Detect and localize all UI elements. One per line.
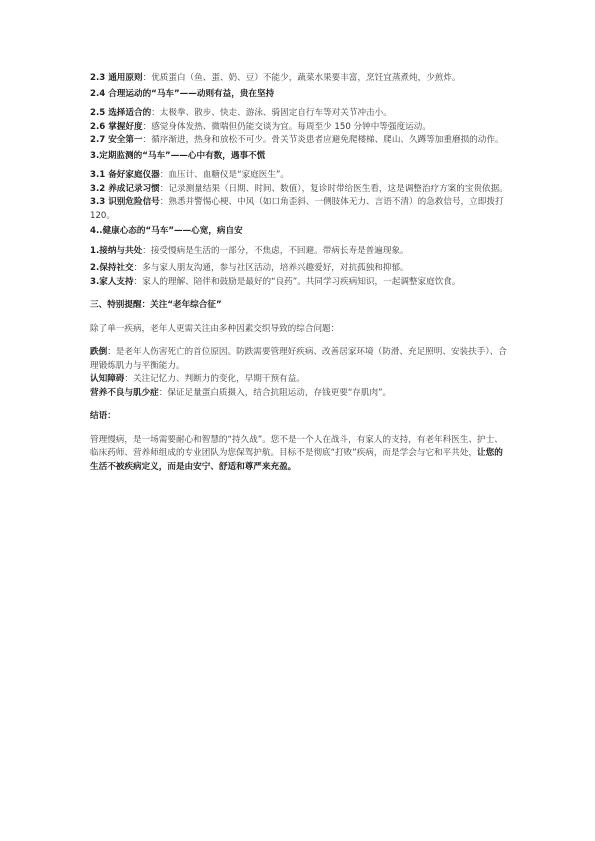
paragraph-text: 管理慢病，是一场需要耐心和智慧的“持久战”。您不是一个人在战斗，有家人的支持，有老年科医生、护士、临床药师、营养师组成的专业团队为您保驾护航。目标不是彻底“打败”疾病，而是学会与它和平共处， bbox=[90, 434, 503, 458]
paragraph-text: ：多与家人朋友沟通，参与社区活动，培养兴趣爱好，对抗孤独和抑郁。 bbox=[133, 263, 409, 273]
paragraph-lead: 3.2 养成记录习惯 bbox=[90, 183, 160, 194]
heading-4: 4..健康心态的“马车”——心宽，病自安 bbox=[90, 226, 243, 236]
section-heading-conclusion: 结语： bbox=[90, 411, 116, 421]
paragraph-text: ：家人的理解、陪伴和鼓励是最好的“良药”。共同学习疾病知识，一起调整家庭饮食。 bbox=[133, 276, 461, 287]
paragraph-lead: 认知障碍 bbox=[90, 374, 125, 384]
document-body bbox=[90, 72, 508, 474]
heading-2-4: 2.4 合理运动的“马车”——动则有益，贵在坚持 bbox=[90, 88, 275, 99]
paragraph-2-5 bbox=[90, 107, 508, 121]
paragraph-falls bbox=[90, 346, 508, 373]
paragraph-conclusion bbox=[90, 434, 508, 475]
paragraph-text: ：接受慢病是生活的一部分，不焦虑，不回避。带病长寿是普遍现象。 bbox=[142, 245, 409, 256]
paragraph-2-6 bbox=[90, 121, 508, 135]
paragraph-4-3 bbox=[90, 276, 508, 290]
paragraph-3-3 bbox=[90, 196, 508, 223]
paragraph-lead: 1.接纳与共处 bbox=[90, 245, 143, 256]
paragraph-lead: 营养不良与肌少症 bbox=[90, 387, 159, 398]
paragraph-2-3 bbox=[90, 72, 508, 86]
paragraph-text: ：保证足量蛋白质摄入，结合抗阻运动，存钱更要“存肌肉”。 bbox=[158, 387, 392, 398]
paragraph-text: ：太极拳、散步、快走、游泳、骑固定自行车等对关节冲击小。 bbox=[151, 108, 392, 118]
paragraph-text: ：优质蛋白（鱼、蛋、奶、豆）不能少，蔬菜水果要丰富，烹饪宜蒸煮炖，少煎炸。 bbox=[142, 73, 461, 83]
paragraph-text: ：是老年人伤害死亡的首位原因。防跌需要管理好疾病、改善居家环境（防滑、充足照明、安装扶手）、合理锻炼肌力与平衡能力。 bbox=[90, 347, 507, 371]
paragraph-3-1 bbox=[90, 169, 508, 183]
paragraph-lead: 2.3 通用原则 bbox=[90, 73, 143, 83]
paragraph-text: ：关注记忆力、判断力的变化，早期干预有益。 bbox=[124, 374, 305, 384]
paragraph-lead: 2.5 选择适合的 bbox=[90, 108, 152, 118]
paragraph-nutrition bbox=[90, 387, 508, 401]
paragraph-text: ：熟悉并警惕心梗、中风（如口角歪斜、一侧肢体无力、言语不清）的急救信号，立即拨打 120。 bbox=[90, 197, 504, 221]
paragraph-cognition bbox=[90, 373, 508, 387]
paragraph-lead: 2.保持社交 bbox=[90, 263, 134, 273]
paragraph-text: ：感觉身体发热、微喘但仍能交谈为宜。每周至少 150 分钟中等强度运动。 bbox=[142, 121, 431, 132]
heading-3: 3.定期监测的“马车”——心中有数，遇事不慌 bbox=[90, 150, 266, 161]
paragraph-bold-tail: 让您的生活不被疾病定义，而是由安宁、舒适和尊严来充盈。 bbox=[90, 448, 503, 472]
paragraph-lead: 2.7 安全第一 bbox=[90, 135, 143, 145]
paragraph-3-2 bbox=[90, 183, 508, 197]
paragraph-lead: 跌倒 bbox=[90, 347, 108, 357]
paragraph-text: ：血压计、血糖仪是“家庭医生”。 bbox=[159, 170, 289, 180]
paragraph-2-7 bbox=[90, 134, 508, 148]
paragraph-intro: 除了单一疾病，老年人更需关注由多种因素交织导致的综合问题： bbox=[90, 323, 340, 334]
paragraph-lead: 3.家人支持 bbox=[90, 276, 134, 287]
paragraph-lead: 2.6 掌握好度 bbox=[90, 121, 143, 132]
paragraph-text: ：循序渐进，热身和放松不可少。骨关节炎患者应避免爬楼梯、爬山、久蹲等加重磨损的动作。 bbox=[142, 135, 504, 145]
paragraph-4-2 bbox=[90, 262, 508, 276]
paragraph-text: ：记录测量结果（日期、时间、数值），复诊时带给医生看，这是调整治疗方案的宝贵依据。 bbox=[159, 183, 508, 194]
paragraph-4-1 bbox=[90, 245, 508, 259]
section-heading-reminder: 三、特别提醒：关注“老年综合征” bbox=[90, 300, 222, 310]
paragraph-lead: 3.1 备好家庭仪器 bbox=[90, 170, 160, 180]
paragraph-lead: 3.3 识别危险信号 bbox=[90, 197, 160, 207]
